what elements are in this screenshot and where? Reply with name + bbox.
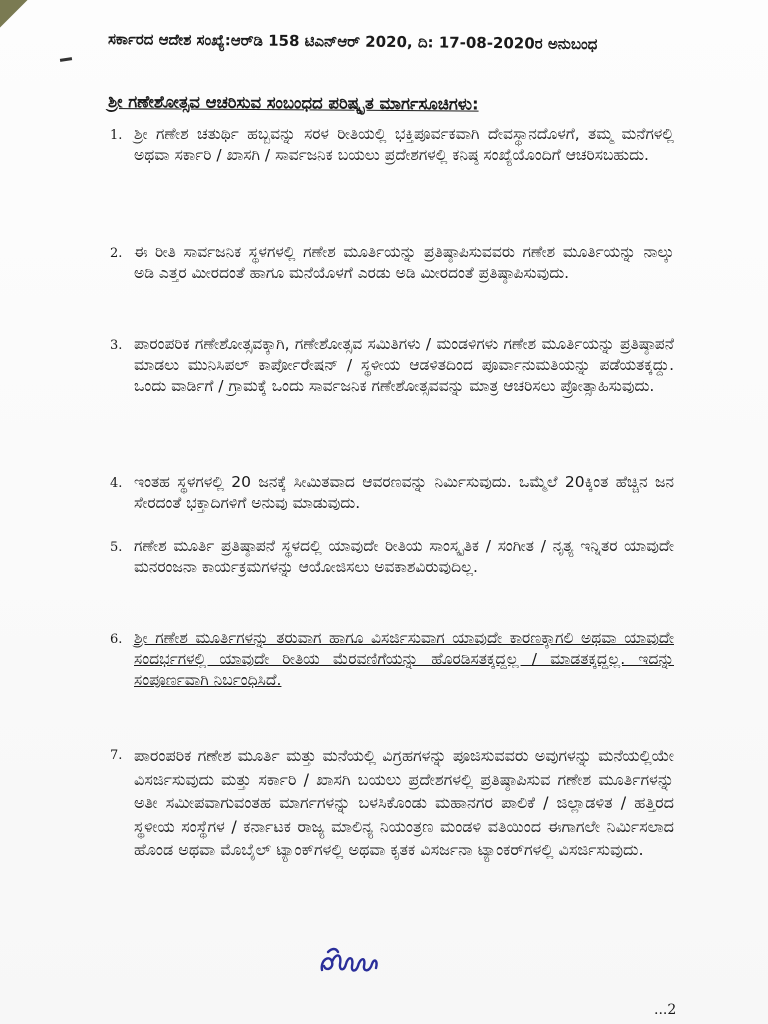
list-item-number: 3. [110, 338, 123, 353]
margin-dash-mark [60, 57, 72, 62]
list-item-text: ಈ ರೀತಿ ಸಾರ್ವಜನಿಕ ಸ್ಥಳಗಳಲ್ಲಿ ಗಣೇಶ ಮೂರ್ತಿಯನ್ನು ಪ್ರತಿಷ್ಠಾಪಿಸುವವರು ಗಣೇಶ ಮೂರ್ತಿಯನ್ನು ನಾಲ್ಕು ಅಡಿ ಎತ್ತರ ಮೀರದಂತೆ ಹಾಗೂ ಮನೆಯೊಳಗೆ ಎರಡು ಅಡಿ ಮೀರದಂತೆ ಪ್ರತಿಷ್ಠಾಪಿಸುವುದು. [134, 243, 674, 282]
list-item-number: 4. [110, 476, 123, 491]
list-item-text: ಇಂತಹ ಸ್ಥಳಗಳಲ್ಲಿ 20 ಜನಕ್ಕೆ ಸೀಮಿತವಾದ ಆವರಣವನ್ನು ನಿರ್ಮಿಸುವುದು. ಒಮ್ಮೆಲೆ 20ಕ್ಕಿಂತ ಹೆಚ್ಚಿನ ಜನ ಸೇರದಂತೆ ಭಕ್ತಾದಿಗಳಿಗೆ ಅನುವು ಮಾಡುವುದು. [134, 473, 674, 512]
list-item-text: ಪಾರಂಪರಿಕ ಗಣೇಶೋತ್ಸವಕ್ಕಾಗಿ, ಗಣೇಶೋತ್ಸವ ಸಮಿತಿಗಳು / ಮಂಡಳಿಗಳು ಗಣೇಶ ಮೂರ್ತಿಯನ್ನು ಪ್ರತಿಷ್ಠಾಪನೆ ಮಾಡಲು ಮುನಿಸಿಪಲ್ ಕಾರ್ಪೋರೇಷನ್ / ಸ್ಥಳೀಯ ಆಡಳಿತದಿಂದ ಪೂರ್ವಾನುಮತಿಯನ್ನು ಪಡೆಯತಕ್ಕದ್ದು. ಒಂದು ವಾರ್ಡಿಗೆ / ಗ್ರಾಮಕ್ಕೆ ಒಂದು ಸಾರ್ವಜನಿಕ ಗಣೇಶೋತ್ಸವವನ್ನು ಮಾತ್ರ ಆಚರಿಸಲು ಪ್ರೋತ್ಸಾಹಿಸುವುದು. [134, 335, 674, 395]
page-title: ಶ್ರೀ ಗಣೇಶೋತ್ಸವ ಆಚರಿಸುವ ಸಂಬಂಧದ ಪರಿಷ್ಕೃತ ಮಾರ್ಗಸೂಚಿಗಳು: [107, 92, 479, 114]
list-item-text: ಶ್ರೀ ಗಣೇಶ ಮೂರ್ತಿಗಳನ್ನು ತರುವಾಗ ಹಾಗೂ ವಿಸರ್ಜಿಸುವಾಗ ಯಾವುದೇ ಕಾರಣಕ್ಕಾಗಲಿ ಅಥವಾ ಯಾವುದೇ ಸಂದರ್ಭಗಳಲ್ಲಿ ಯಾವುದೇ ರೀತಿಯ ಮೆರವಣಿಗೆಯನ್ನು ಹೊರಡಿಸತಕ್ಕದ್ದಲ್ಲ / ಮಾಡತಕ್ಕದ್ದಲ್ಲ. ಇದನ್ನು ಸಂಪೂರ್ಣವಾಗಿ ನಿರ್ಬಂಧಿಸಿದೆ. [134, 629, 674, 689]
list-item-number: 5. [110, 540, 123, 555]
corner-fold-mark [0, 0, 34, 34]
list-item-number: 7. [110, 748, 123, 763]
list-item-text: ಪಾರಂಪರಿಕ ಗಣೇಶ ಮೂರ್ತಿ ಮತ್ತು ಮನೆಯಲ್ಲಿ ವಿಗ್ರಹಗಳನ್ನು ಪೂಜಿಸುವವರು ಅವುಗಳನ್ನು ಮನೆಯಲ್ಲಿಯೇ ವಿಸರ್ಜಿಸುವುದು ಮತ್ತು ಸರ್ಕಾರಿ / ಖಾಸಗಿ ಬಯಲು ಪ್ರದೇಶಗಳಲ್ಲಿ ಪ್ರತಿಷ್ಠಾಪಿಸುವ ಗಣೇಶ ಮೂರ್ತಿಗಳನ್ನು ಅತೀ ಸಮೀಪವಾಗುವಂತಹ ಮಾರ್ಗಗಳನ್ನು ಬಳಸಿಕೊಂಡು ಮಹಾನಗರ ಪಾಲಿಕೆ / ಜಿಲ್ಲಾಡಳಿತ / ಹತ್ತಿರದ ಸ್ಥಳೀಯ ಸಂಸ್ಥೆಗಳ / ಕರ್ನಾಟಕ ರಾಜ್ಯ ಮಾಲಿನ್ಯ ನಿಯಂತ್ರಣ ಮಂಡಳಿ ವತಿಯಿಂದ ಈಗಾಗಲೇ ನಿರ್ಮಿಸಲಾದ ಹೊಂಡ ಅಥವಾ ಮೊಬೈಲ್ ಟ್ಯಾಂಕ್‌ಗಳಲ್ಲಿ ಅಥವಾ ಕೃತಕ ವಿಸರ್ಜನಾ ಟ್ಯಾಂಕರ್‌ಗಳಲ್ಲಿ ವಿಸರ್ಜಿಸುವುದು. [134, 746, 674, 859]
list-item-number: 2. [110, 246, 123, 261]
list-item-number: 1. [110, 128, 123, 143]
list-item-text: ಗಣೇಶ ಮೂರ್ತಿ ಪ್ರತಿಷ್ಠಾಪನೆ ಸ್ಥಳದಲ್ಲಿ ಯಾವುದೇ ರೀತಿಯ ಸಾಂಸ್ಕೃತಿಕ / ಸಂಗೀತ / ನೃತ್ಯ ಇನ್ನಿತರ ಯಾವುದೇ ಮನರಂಜನಾ ಕಾರ್ಯಕ್ರಮಗಳನ್ನು ಆಯೋಜಿಸಲು ಅವಕಾಶವಿರುವುದಿಲ್ಲ. [134, 537, 674, 576]
order-reference-header: ಸರ್ಕಾರದ ಆದೇಶ ಸಂಖ್ಯೆ:ಆರ್‌ಡಿ 158 ಟಿಎನ್‌ಆರ್ 2020, ದಿ: 17-08-2020ರ ಅನುಬಂಧ [107, 30, 598, 54]
handwritten-signature [316, 942, 386, 982]
list-item-number: 6. [110, 632, 123, 647]
page-number: ...2 [654, 1002, 677, 1018]
list-item-text: ಶ್ರೀ ಗಣೇಶ ಚತುರ್ಥಿ ಹಬ್ಬವನ್ನು ಸರಳ ರೀತಿಯಲ್ಲಿ ಭಕ್ತಿಪೂರ್ವಕವಾಗಿ ದೇವಸ್ಥಾನದೊಳಗೆ, ತಮ್ಮ ಮನೆಗಳಲ್ಲಿ ಅಥವಾ ಸರ್ಕಾರಿ / ಖಾಸಗಿ / ಸಾರ್ವಜನಿಕ ಬಯಲು ಪ್ರದೇಶಗಳಲ್ಲಿ ಕನಿಷ್ಠ ಸಂಖ್ಯೆಯೊಂದಿಗೆ ಆಚರಿಸಬಹುದು. [134, 125, 674, 164]
